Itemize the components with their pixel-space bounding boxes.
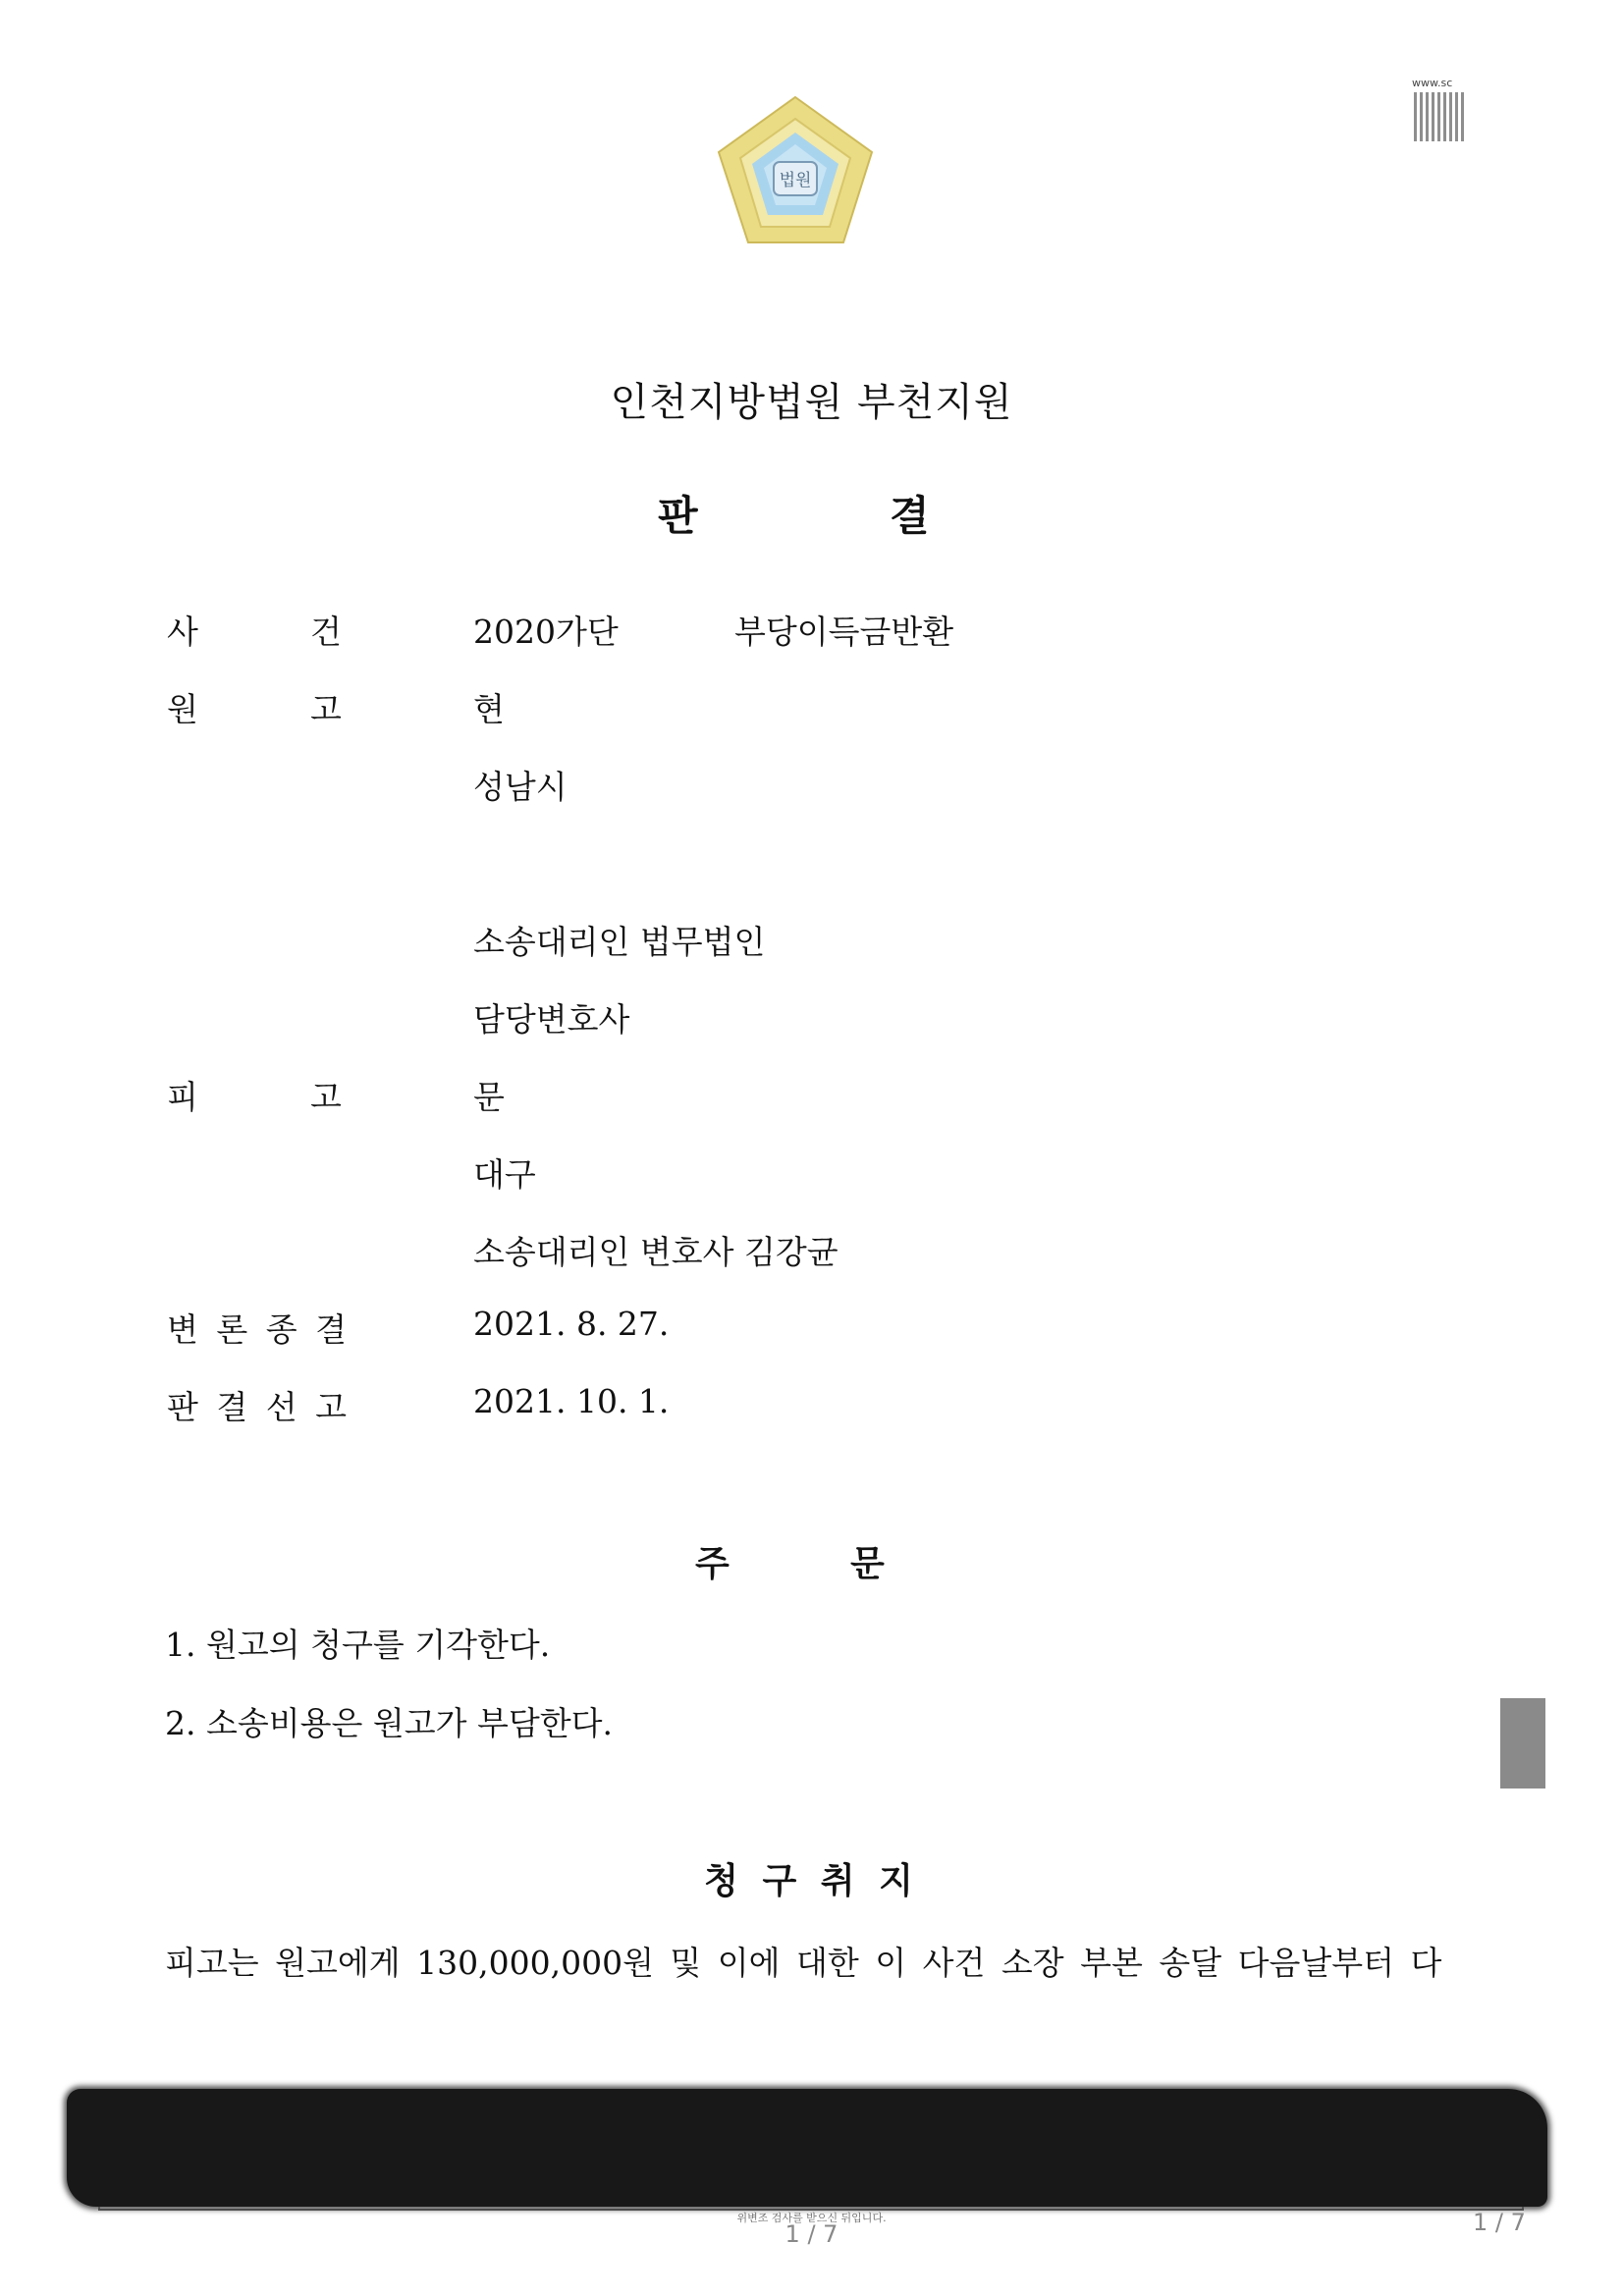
plaintiff-label-1: 원 — [167, 690, 198, 728]
doc-title-left: 판 — [658, 492, 698, 540]
closing-date: 2021. 8. 27. — [473, 1305, 670, 1343]
case-number: 2020가단 — [473, 613, 619, 651]
defendant-label-2: 고 — [310, 1078, 342, 1116]
emblem-text: 법원 — [779, 171, 812, 190]
defendant-address: 대구 — [473, 1155, 536, 1194]
side-index-tab — [1500, 1698, 1545, 1789]
doc-title-right: 결 — [890, 492, 930, 540]
qr-text: www.sc — [1412, 77, 1453, 89]
case-label-2: 건 — [310, 613, 342, 651]
qr-code — [1412, 77, 1471, 145]
plaintiff-lawyer: 담당변호사 — [473, 1000, 630, 1039]
order-item-1: 1. 원고의 청구를 기각한다. — [165, 1626, 551, 1664]
claim-text: 피고는 원고에게 130,000,000원 및 이에 대한 이 사건 소장 부본 송달 다음날부터 다 — [165, 1944, 1442, 1982]
order-heading-left: 주 — [695, 1544, 730, 1584]
order-item-2: 2. 소송비용은 원고가 부담한다. — [165, 1704, 613, 1742]
footer-page-number-right: 1 / 7 — [1473, 2209, 1526, 2236]
order-heading-right: 문 — [850, 1544, 885, 1584]
defendant-label-1: 피 — [167, 1078, 198, 1116]
defendant-attorney: 소송대리인 변호사 김강균 — [473, 1233, 839, 1271]
court-name: 인천지방법원 부천지원 — [610, 380, 1013, 425]
case-label-1: 사 — [167, 613, 198, 651]
plaintiff-address: 성남시 — [473, 768, 568, 806]
judgment-date: 2021. 10. 1. — [473, 1382, 670, 1420]
qr-pattern-icon — [1414, 92, 1467, 141]
plaintiff-name: 현 — [473, 690, 505, 728]
court-emblem-icon — [715, 93, 877, 250]
case-name: 부당이득금반환 — [734, 613, 954, 651]
defendant-name: 문 — [473, 1078, 505, 1116]
plaintiff-attorney: 소송대리인 법무법인 — [473, 923, 766, 961]
closing-label: 변 론 종 결 — [167, 1310, 351, 1349]
footer-page-number: 1 / 7 — [784, 2220, 839, 2248]
footer-notice: 위변조 검사를 받으신 뒤입니다. — [736, 2212, 887, 2224]
plaintiff-label-2: 고 — [310, 690, 342, 728]
redaction-bar — [67, 2089, 1547, 2207]
claim-heading: 청 구 취 지 — [704, 1861, 919, 1901]
judgment-label: 판 결 선 고 — [167, 1388, 351, 1426]
